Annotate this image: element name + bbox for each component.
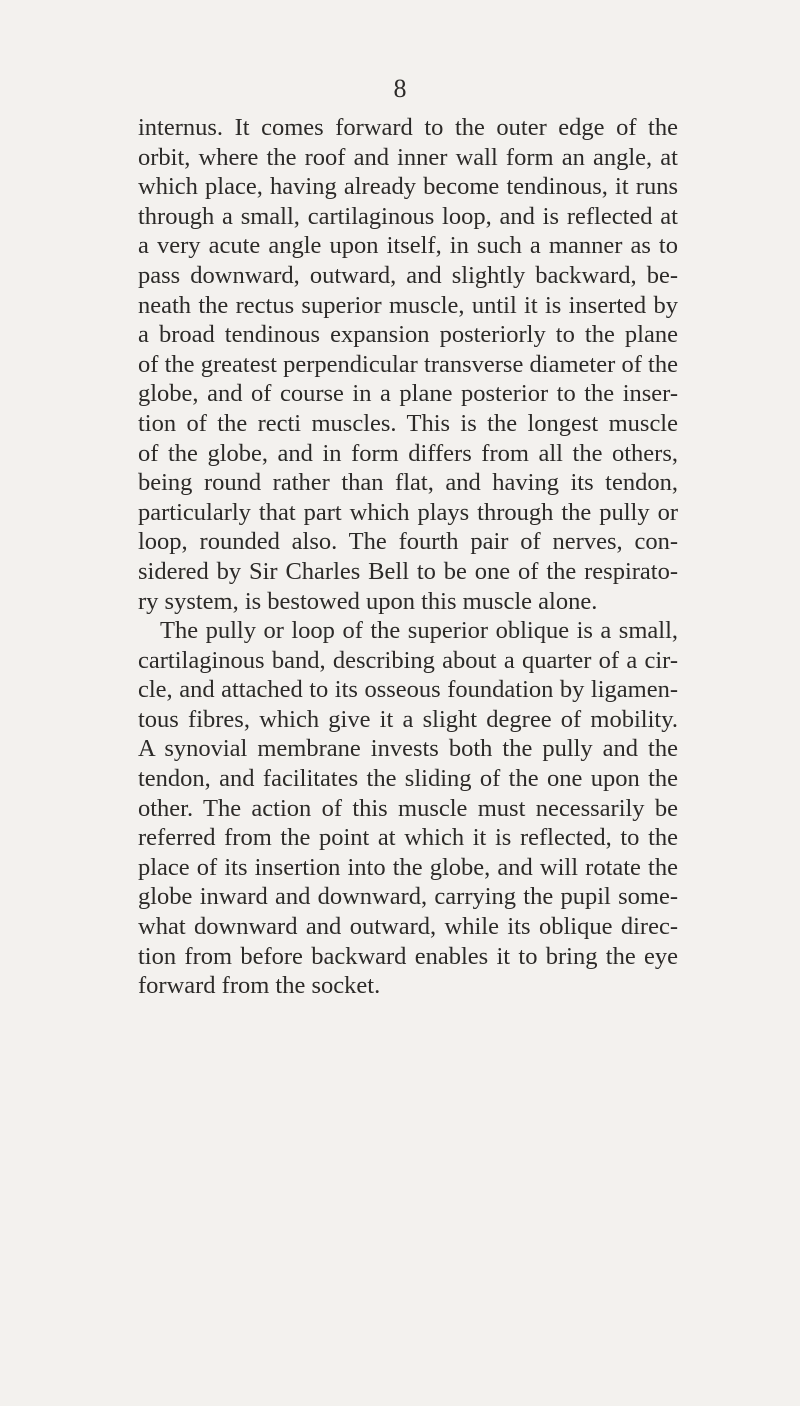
text-line: cartilaginous band, describing about a quarter of a cir- xyxy=(138,646,678,674)
paragraph-start-line: The pully or loop of the superior oblique is a small, xyxy=(160,617,678,645)
paragraph-end-line: ry system, is bestowed upon this muscle alone. xyxy=(138,587,598,615)
text-line: tion of the recti muscles. This is the longest muscle xyxy=(138,409,678,437)
text-line: tendon, and facilitates the sliding of the one upon the xyxy=(138,765,678,793)
text-line: loop, rounded also. The fourth pair of nerves, con- xyxy=(138,528,678,556)
text-line: place of its insertion into the globe, and will rotate the xyxy=(138,853,678,881)
text-line: A synovial membrane invests both the pully and the xyxy=(138,735,678,763)
text-line: internus. It comes forward to the outer edge of the xyxy=(138,114,678,141)
text-line: through a small, cartilaginous loop, and is reflected at xyxy=(138,202,678,230)
paragraph-end-line: forward from the socket. xyxy=(138,972,381,1000)
text-line: which place, having already become tendinous, it runs xyxy=(138,173,678,201)
body-text xyxy=(138,113,678,1001)
text-line: cle, and attached to its osseous foundation by ligamen- xyxy=(138,676,678,704)
text-line: neath the rectus superior muscle, until it is inserted by xyxy=(138,291,678,319)
text-line: other. The action of this muscle must necessarily be xyxy=(138,794,678,822)
text-line: of the globe, and in form differs from all the others, xyxy=(138,439,678,467)
text-line: a broad tendinous expansion posteriorly to the plane xyxy=(138,321,678,349)
text-line: what downward and outward, while its oblique direc- xyxy=(138,913,678,941)
text-line: orbit, where the roof and inner wall form an angle, at xyxy=(138,143,678,171)
text-line: tous fibres, which give it a slight degree of mobility. xyxy=(138,705,678,733)
text-line: tion from before backward enables it to bring the eye xyxy=(138,942,678,970)
text-line: globe, and of course in a plane posterior to the inser- xyxy=(138,380,678,408)
text-line: sidered by Sir Charles Bell to be one of the respirato- xyxy=(138,557,678,585)
text-line: a very acute angle upon itself, in such a manner as to xyxy=(138,232,678,260)
text-line: globe inward and downward, carrying the pupil some- xyxy=(138,883,678,911)
text-line: being round rather than flat, and having its tendon, xyxy=(138,469,678,497)
page-number: 8 xyxy=(393,74,407,103)
text-line: referred from the point at which it is reflected, to the xyxy=(138,824,678,852)
text-line: of the greatest perpendicular transverse diameter of the xyxy=(138,350,678,378)
text-line: particularly that part which plays through the pully or xyxy=(138,498,678,526)
text-line: pass downward, outward, and slightly backward, be- xyxy=(138,261,678,289)
